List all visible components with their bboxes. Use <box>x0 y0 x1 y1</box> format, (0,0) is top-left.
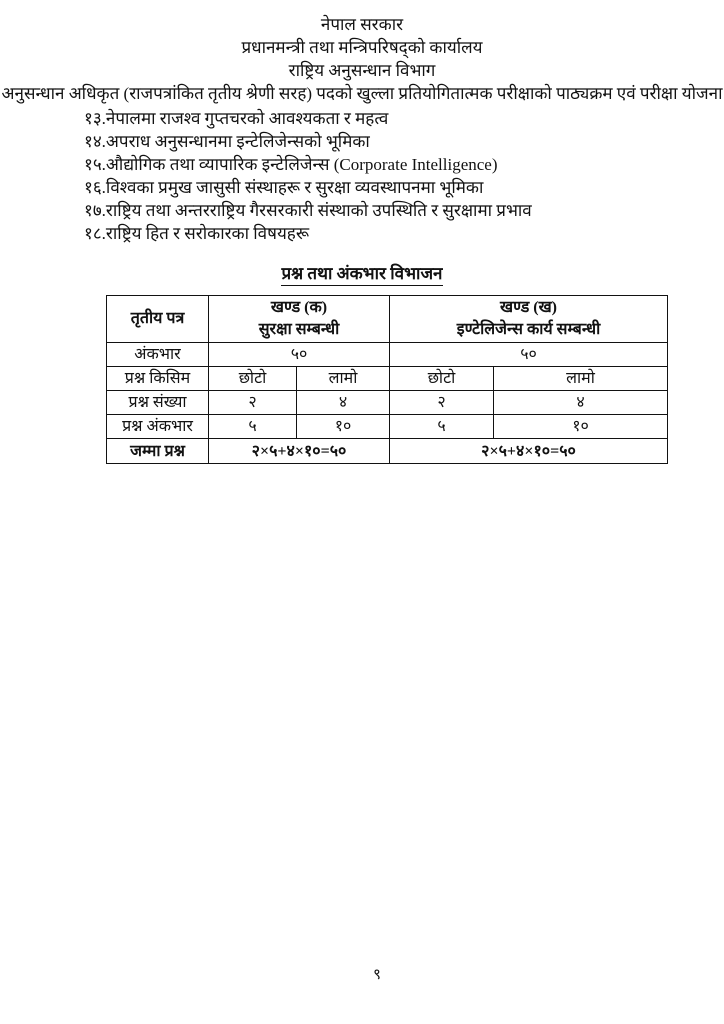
question-marks-b-long: १० <box>494 415 668 439</box>
topic-item-17: १७.राष्ट्रिय तथा अन्तरराष्ट्रिय गैरसरकारी संस्थाको उपस्थिति र सुरक्षामा प्रभाव <box>84 201 532 220</box>
weightage-section-a: ५० <box>209 343 390 367</box>
question-count-a-short: २ <box>209 391 297 415</box>
total-formula-b: २×५+४×१०=५० <box>390 439 668 464</box>
question-type-b-short: छोटो <box>390 367 494 391</box>
row-label: अंकभार <box>107 343 209 367</box>
row-label: प्रश्न किसिम <box>107 367 209 391</box>
row-label: जम्मा प्रश्न <box>107 439 209 464</box>
topic-item-15: १५.औद्योगिक तथा व्यापारिक इन्टेलिजेन्स (Corporate Intelligence) <box>84 155 498 174</box>
office-name-line: प्रधानमन्त्री तथा मन्त्रिपरिषद्को कार्यालय <box>241 38 483 57</box>
question-type-a-long: लामो <box>297 367 390 391</box>
page-number: ९ <box>373 967 381 983</box>
document-title-line: अनुसन्धान अधिकृत (राजपत्रांकित तृतीय श्रेणी सरह) पदको खुल्ला प्रतियोगितात्मक परीक्षाको पाठ्यक्रम एवं परीक्षा योजना <box>1 84 723 103</box>
department-name-line: राष्ट्रिय अनुसन्धान विभाग <box>288 61 436 80</box>
question-count-a-long: ४ <box>297 391 390 415</box>
table-header-row <box>107 296 668 343</box>
section-b-subtitle: इण्टेलिजेन्स कार्य सम्बन्धी <box>456 321 601 338</box>
section-a-title: खण्ड (क) <box>270 299 328 316</box>
header-cell-section-b <box>390 296 668 343</box>
topic-item-13: १३.नेपालमा राजश्व गुप्तचरको आवश्यकता र महत्व <box>84 109 389 128</box>
table-row-weightage <box>107 343 668 367</box>
topic-item-14: १४.अपराध अनुसन्धानमा इन्टेलिजेन्सको भूमिका <box>84 132 370 151</box>
document-header <box>0 0 724 105</box>
question-count-b-long: ४ <box>494 391 668 415</box>
header-cell-paper: तृतीय पत्र <box>107 296 209 343</box>
section-a-subtitle: सुरक्षा सम्बन्धी <box>258 321 340 338</box>
section-title-text: प्रश्न तथा अंकभार विभाजन <box>281 264 442 286</box>
table-row-question-type <box>107 367 668 391</box>
table-row-question-marks <box>107 415 668 439</box>
row-label: प्रश्न संख्या <box>107 391 209 415</box>
marks-distribution-table <box>106 295 668 464</box>
org-name-line: नेपाल सरकार <box>320 15 404 34</box>
section-title <box>0 261 724 284</box>
total-formula-a: २×५+४×१०=५० <box>209 439 390 464</box>
question-marks-a-long: १० <box>297 415 390 439</box>
topic-item-18: १८.राष्ट्रिय हित र सरोकारका विषयहरू <box>84 224 310 243</box>
table-row-total <box>107 439 668 464</box>
header-cell-section-a <box>209 296 390 343</box>
question-marks-a-short: ५ <box>209 415 297 439</box>
topic-list <box>84 107 724 245</box>
weightage-section-b: ५० <box>390 343 668 367</box>
question-type-b-long: लामो <box>494 367 668 391</box>
question-marks-b-short: ५ <box>390 415 494 439</box>
table-row-question-count <box>107 391 668 415</box>
question-count-b-short: २ <box>390 391 494 415</box>
row-label: प्रश्न अंकभार <box>107 415 209 439</box>
topic-item-16: १६.विश्वका प्रमुख जासुसी संस्थाहरू र सुरक्षा व्यवस्थापनमा भूमिका <box>84 178 484 197</box>
question-type-a-short: छोटो <box>209 367 297 391</box>
section-b-title: खण्ड (ख) <box>500 299 558 316</box>
